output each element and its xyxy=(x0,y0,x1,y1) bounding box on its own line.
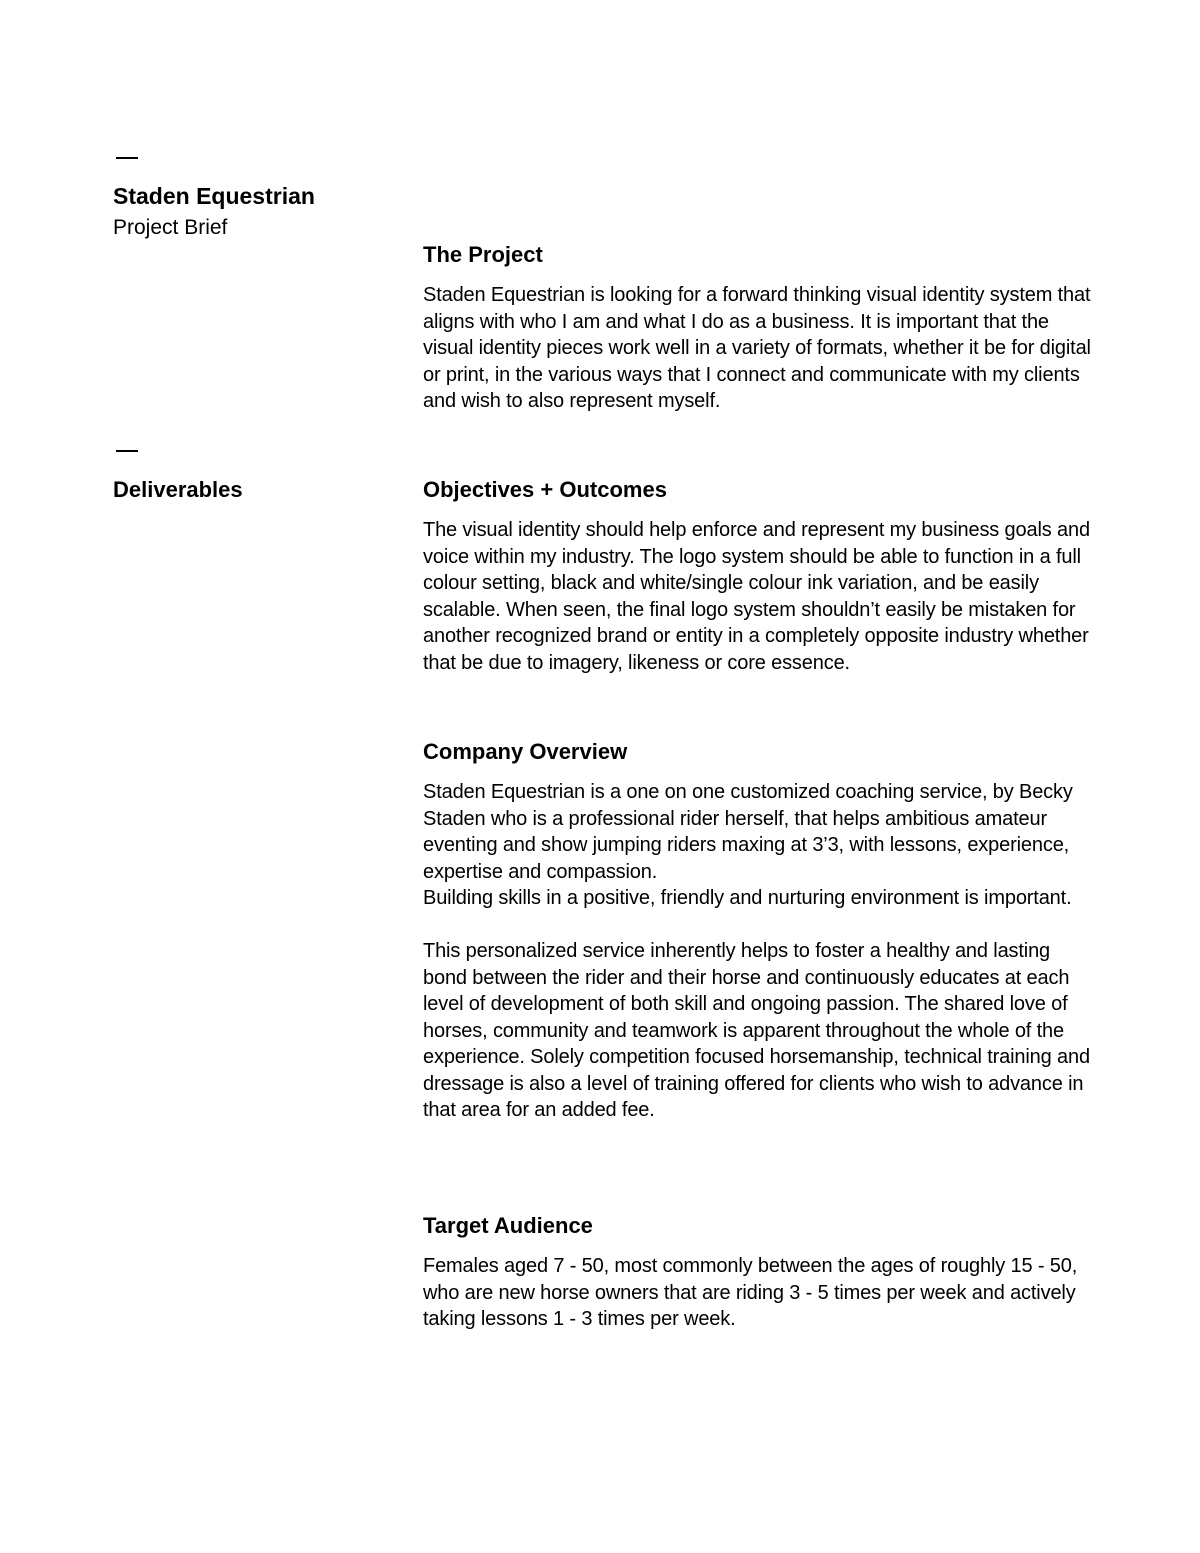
divider-dash xyxy=(116,157,138,159)
section-body xyxy=(423,282,1098,415)
divider-dash xyxy=(116,450,138,452)
section-company-overview xyxy=(423,739,1098,1124)
section-heading: Objectives + Outcomes xyxy=(423,477,667,502)
section-the-project xyxy=(423,242,1098,415)
section-objectives-outcomes xyxy=(423,477,1098,676)
paragraph: Staden Equestrian is a one on one customized coaching service, by Becky Staden who is a professional rider herself, that helps ambitious amateur eventing and show jumping riders maxing at 3’3, with lessons, experience, expertise and compassion. xyxy=(423,781,1073,883)
section-heading: Company Overview xyxy=(423,739,628,764)
section-body xyxy=(423,779,1098,1124)
company-name: Staden Equestrian xyxy=(113,183,315,209)
section-heading: Target Audience xyxy=(423,1213,593,1238)
section-heading: The Project xyxy=(423,242,543,267)
section-target-audience xyxy=(423,1213,1098,1333)
paragraph: Females aged 7 - 50, most commonly between the ages of roughly 15 - 50, who are new horse owners that are riding 3 - 5 times per week and actively taking lessons 1 - 3 times per week. xyxy=(423,1255,1078,1331)
paragraph: This personalized service inherently helps to foster a healthy and lasting bond between the rider and their horse and continuously educates at each level of development of both skill and ongoing passion. The shared love of horses, community and teamwork is apparent throughout the whole of the experience. Solely competition focused horsemanship, technical training and dressage is also a level of training offered for clients who wish to advance in that area for an added fee. xyxy=(423,940,1090,1122)
paragraph: The visual identity should help enforce and represent my business goals and voice within my industry. The logo system should be able to function in a full colour setting, black and white/single colour ink variation, and be easily scalable. When seen, the final logo system shouldn’t easily be mistaken for another recognized brand or entity in a completely opposite industry whether that be due to imagery, likeness or core essence. xyxy=(423,519,1090,674)
paragraph: Building skills in a positive, friendly and nurturing environment is important. xyxy=(423,887,1072,910)
section-body xyxy=(423,517,1098,676)
deliverables-label: Deliverables xyxy=(113,477,243,502)
document-subtitle: Project Brief xyxy=(113,216,228,239)
section-body xyxy=(423,1253,1098,1333)
paragraph: Staden Equestrian is looking for a forward thinking visual identity system that aligns with who I am and what I do as a business. It is important that the visual identity pieces work well in a variety of formats, whether it be for digital or print, in the various ways that I connect and communicate with my clients and wish to also represent myself. xyxy=(423,284,1091,413)
